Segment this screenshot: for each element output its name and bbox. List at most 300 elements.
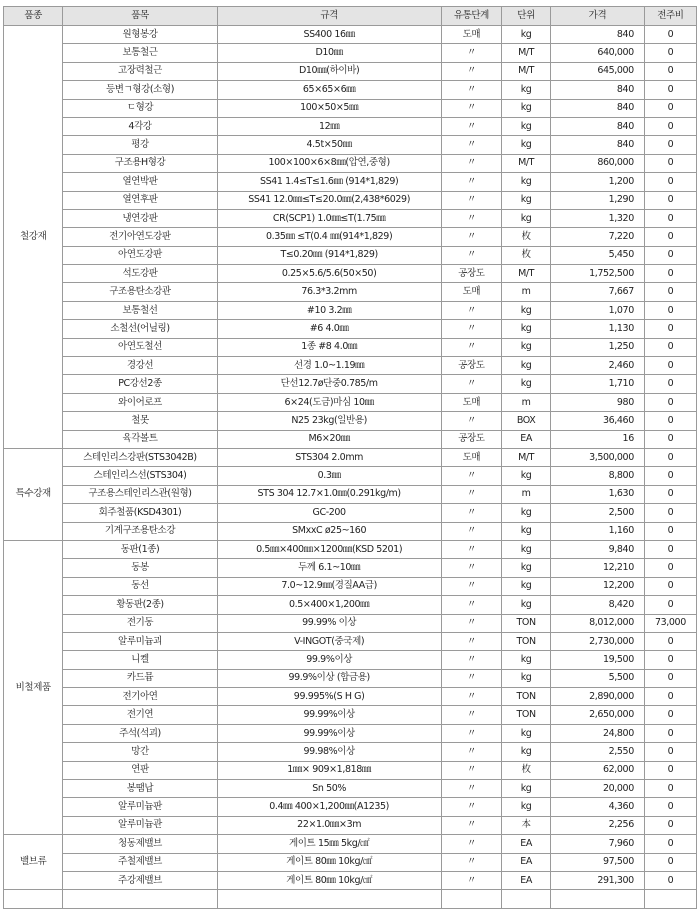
price-cell: 2,550 <box>551 743 645 761</box>
category-cell: 밸브류 <box>4 835 63 890</box>
price-table <box>3 6 697 909</box>
price-cell: 97,500 <box>551 853 645 871</box>
price-cell: 1,290 <box>551 191 645 209</box>
item-cell: 4각강 <box>63 117 217 135</box>
empty-cell <box>441 890 501 908</box>
table-row <box>4 412 697 430</box>
stage-cell: 도매 <box>441 26 501 44</box>
item-cell: 아연도철선 <box>63 338 217 356</box>
change-cell: 0 <box>644 154 696 172</box>
item-cell: 황동판(2종) <box>63 596 217 614</box>
change-cell: 0 <box>644 540 696 558</box>
change-cell: 0 <box>644 430 696 448</box>
table-row <box>4 835 697 853</box>
spec-cell: CR(SCP1) 1.0㎜≤T(1.75㎜ <box>217 209 441 227</box>
spec-cell: GC-200 <box>217 504 441 522</box>
stage-cell: 〃 <box>441 871 501 889</box>
change-cell: 0 <box>644 320 696 338</box>
change-cell: 0 <box>644 375 696 393</box>
spec-cell: 1종 #8 4.0㎜ <box>217 338 441 356</box>
unit-cell: EA <box>502 853 551 871</box>
change-cell: 0 <box>644 301 696 319</box>
stage-cell: 〃 <box>441 761 501 779</box>
table-row <box>4 430 697 448</box>
empty-cell <box>217 890 441 908</box>
price-cell: 12,200 <box>551 577 645 595</box>
stage-cell: 〃 <box>441 504 501 522</box>
stage-cell: 〃 <box>441 301 501 319</box>
table-row <box>4 706 697 724</box>
item-cell: 냉연강판 <box>63 209 217 227</box>
stage-cell: 〃 <box>441 780 501 798</box>
unit-cell: kg <box>502 173 551 191</box>
unit-cell: kg <box>502 467 551 485</box>
unit-cell: m <box>502 393 551 411</box>
spec-cell: M6×20㎜ <box>217 430 441 448</box>
table-row <box>4 798 697 816</box>
table-row <box>4 485 697 503</box>
stage-cell: 〃 <box>441 117 501 135</box>
item-cell: 석도강판 <box>63 265 217 283</box>
spec-cell: 99.995%(S H G) <box>217 688 441 706</box>
price-cell: 16 <box>551 430 645 448</box>
spec-cell: 99.98%이상 <box>217 743 441 761</box>
change-cell: 0 <box>644 577 696 595</box>
spec-cell: 단선12.7ø단중0.785/m <box>217 375 441 393</box>
spec-cell: SS41 1.4≤T≤1.6㎜ (914*1,829) <box>217 173 441 191</box>
item-cell: 구조용스테인리스관(원형) <box>63 485 217 503</box>
spec-cell: 65×65×6㎜ <box>217 81 441 99</box>
change-cell: 0 <box>644 706 696 724</box>
unit-cell: BOX <box>502 412 551 430</box>
empty-row <box>4 890 697 908</box>
table-row <box>4 504 697 522</box>
unit-cell: kg <box>502 301 551 319</box>
item-cell: 스테인리스선(STS304) <box>63 467 217 485</box>
stage-cell: 〃 <box>441 44 501 62</box>
spec-cell: 0.4㎜ 400×1,200㎜(A1235) <box>217 798 441 816</box>
stage-cell: 〃 <box>441 724 501 742</box>
spec-cell: 0.25×5.6/5.6(50×50) <box>217 265 441 283</box>
table-row <box>4 246 697 264</box>
item-cell: 아연도강판 <box>63 246 217 264</box>
unit-cell: kg <box>502 540 551 558</box>
item-cell: 경강선 <box>63 357 217 375</box>
item-cell: 알루미늄관 <box>63 816 217 834</box>
spec-cell: SS41 12.0㎜≤T≤20.0㎜(2,438*6029) <box>217 191 441 209</box>
unit-cell: kg <box>502 26 551 44</box>
empty-cell <box>4 890 63 908</box>
change-cell: 0 <box>644 228 696 246</box>
table-row <box>4 448 697 466</box>
table-row <box>4 743 697 761</box>
spec-cell: 6×24(도금)마심 10㎜ <box>217 393 441 411</box>
unit-cell: EA <box>502 835 551 853</box>
price-cell: 291,300 <box>551 871 645 889</box>
change-cell: 0 <box>644 596 696 614</box>
change-cell: 0 <box>644 467 696 485</box>
spec-cell: 99.9%이상 <box>217 651 441 669</box>
unit-cell: m <box>502 283 551 301</box>
spec-cell: 99.99%이상 <box>217 706 441 724</box>
change-cell: 0 <box>644 724 696 742</box>
stage-cell: 도매 <box>441 448 501 466</box>
unit-cell: kg <box>502 577 551 595</box>
change-cell: 0 <box>644 81 696 99</box>
spec-cell: 100×50×5㎜ <box>217 99 441 117</box>
table-row <box>4 577 697 595</box>
change-cell: 0 <box>644 761 696 779</box>
unit-cell: TON <box>502 614 551 632</box>
stage-cell: 〃 <box>441 173 501 191</box>
price-cell: 7,220 <box>551 228 645 246</box>
header-category: 품종 <box>4 7 63 26</box>
unit-cell: TON <box>502 632 551 650</box>
spec-cell: 두께 6.1~10㎜ <box>217 559 441 577</box>
unit-cell: M/T <box>502 62 551 80</box>
unit-cell: kg <box>502 357 551 375</box>
table-row <box>4 191 697 209</box>
stage-cell: 〃 <box>441 81 501 99</box>
change-cell: 0 <box>644 265 696 283</box>
table-row <box>4 338 697 356</box>
stage-cell: 〃 <box>441 743 501 761</box>
table-row <box>4 136 697 154</box>
table-row <box>4 780 697 798</box>
change-cell: 73,000 <box>644 614 696 632</box>
table-body <box>4 26 697 909</box>
spec-cell: D10㎜(하이바) <box>217 62 441 80</box>
table-row <box>4 467 697 485</box>
category-cell: 비철제품 <box>4 540 63 834</box>
price-table-container <box>3 6 697 909</box>
stage-cell: 〃 <box>441 835 501 853</box>
change-cell: 0 <box>644 798 696 816</box>
table-row <box>4 44 697 62</box>
price-cell: 860,000 <box>551 154 645 172</box>
stage-cell: 〃 <box>441 99 501 117</box>
item-cell: 보통철선 <box>63 301 217 319</box>
change-cell: 0 <box>644 393 696 411</box>
item-cell: 알루미늄괴 <box>63 632 217 650</box>
unit-cell: M/T <box>502 448 551 466</box>
table-row <box>4 632 697 650</box>
table-row <box>4 688 697 706</box>
stage-cell: 〃 <box>441 338 501 356</box>
stage-cell: 〃 <box>441 375 501 393</box>
item-cell: 소철선(어닐링) <box>63 320 217 338</box>
change-cell: 0 <box>644 209 696 227</box>
stage-cell: 도매 <box>441 283 501 301</box>
price-cell: 36,460 <box>551 412 645 430</box>
unit-cell: 枚 <box>502 761 551 779</box>
unit-cell: TON <box>502 706 551 724</box>
spec-cell: 게이트 15㎜ 5kg/㎠ <box>217 835 441 853</box>
unit-cell: TON <box>502 688 551 706</box>
price-cell: 1,070 <box>551 301 645 319</box>
item-cell: 평강 <box>63 136 217 154</box>
spec-cell: STS 304 12.7×1.0㎜(0.291kg/m) <box>217 485 441 503</box>
unit-cell: kg <box>502 559 551 577</box>
empty-cell <box>63 890 217 908</box>
price-cell: 1,130 <box>551 320 645 338</box>
header-unit: 단위 <box>502 7 551 26</box>
item-cell: 연판 <box>63 761 217 779</box>
spec-cell: V-INGOT(중국제) <box>217 632 441 650</box>
item-cell: 철못 <box>63 412 217 430</box>
header-spec: 규격 <box>217 7 441 26</box>
item-cell: 원형봉강 <box>63 26 217 44</box>
change-cell: 0 <box>644 504 696 522</box>
empty-cell <box>644 890 696 908</box>
table-row <box>4 154 697 172</box>
table-row <box>4 559 697 577</box>
stage-cell: 〃 <box>441 412 501 430</box>
spec-cell: #6 4.0㎜ <box>217 320 441 338</box>
spec-cell: 76.3*3.2mm <box>217 283 441 301</box>
empty-cell <box>502 890 551 908</box>
header-distribution-stage: 유통단계 <box>441 7 501 26</box>
stage-cell: 〃 <box>441 154 501 172</box>
price-cell: 9,840 <box>551 540 645 558</box>
change-cell: 0 <box>644 357 696 375</box>
table-row <box>4 393 697 411</box>
price-cell: 7,960 <box>551 835 645 853</box>
table-row <box>4 320 697 338</box>
unit-cell: EA <box>502 871 551 889</box>
table-row <box>4 26 697 44</box>
unit-cell: kg <box>502 651 551 669</box>
spec-cell: 1㎜× 909×1,818㎜ <box>217 761 441 779</box>
stage-cell: 〃 <box>441 559 501 577</box>
stage-cell: 〃 <box>441 228 501 246</box>
change-cell: 0 <box>644 559 696 577</box>
change-cell: 0 <box>644 688 696 706</box>
item-cell: 알루미늄판 <box>63 798 217 816</box>
price-cell: 1,250 <box>551 338 645 356</box>
spec-cell: 99.9%이상 (합금용) <box>217 669 441 687</box>
stage-cell: 〃 <box>441 798 501 816</box>
header-price: 가격 <box>551 7 645 26</box>
stage-cell: 〃 <box>441 669 501 687</box>
change-cell: 0 <box>644 44 696 62</box>
change-cell: 0 <box>644 632 696 650</box>
item-cell: 등변ㄱ형강(소형) <box>63 81 217 99</box>
item-cell: 망간 <box>63 743 217 761</box>
spec-cell: 22×1.0㎜×3m <box>217 816 441 834</box>
unit-cell: EA <box>502 430 551 448</box>
category-cell: 특수강재 <box>4 448 63 540</box>
change-cell: 0 <box>644 173 696 191</box>
stage-cell: 〃 <box>441 540 501 558</box>
item-cell: 구조용H형강 <box>63 154 217 172</box>
unit-cell: kg <box>502 743 551 761</box>
unit-cell: kg <box>502 669 551 687</box>
unit-cell: 枚 <box>502 228 551 246</box>
price-cell: 2,730,000 <box>551 632 645 650</box>
stage-cell: 〃 <box>441 320 501 338</box>
change-cell: 0 <box>644 62 696 80</box>
price-cell: 4,360 <box>551 798 645 816</box>
spec-cell: Sn 50% <box>217 780 441 798</box>
stage-cell: 〃 <box>441 209 501 227</box>
price-cell: 2,890,000 <box>551 688 645 706</box>
table-row <box>4 651 697 669</box>
empty-cell <box>551 890 645 908</box>
stage-cell: 〃 <box>441 632 501 650</box>
spec-cell: SMxxC ø25~160 <box>217 522 441 540</box>
category-cell: 철강재 <box>4 26 63 449</box>
table-row <box>4 614 697 632</box>
price-cell: 840 <box>551 26 645 44</box>
stage-cell: 〃 <box>441 467 501 485</box>
stage-cell: 〃 <box>441 577 501 595</box>
table-row <box>4 853 697 871</box>
change-cell: 0 <box>644 522 696 540</box>
unit-cell: M/T <box>502 265 551 283</box>
item-cell: 주철제밸브 <box>63 853 217 871</box>
price-cell: 840 <box>551 117 645 135</box>
change-cell: 0 <box>644 412 696 430</box>
table-row <box>4 81 697 99</box>
table-row <box>4 375 697 393</box>
header-week-change: 전주비 <box>644 7 696 26</box>
table-row <box>4 301 697 319</box>
price-cell: 7,667 <box>551 283 645 301</box>
table-row <box>4 522 697 540</box>
stage-cell: 〃 <box>441 136 501 154</box>
change-cell: 0 <box>644 871 696 889</box>
price-cell: 2,650,000 <box>551 706 645 724</box>
unit-cell: M/T <box>502 154 551 172</box>
table-row <box>4 283 697 301</box>
stage-cell: 공장도 <box>441 430 501 448</box>
item-cell: 동선 <box>63 577 217 595</box>
table-row <box>4 596 697 614</box>
item-cell: 고장력철근 <box>63 62 217 80</box>
price-cell: 12,210 <box>551 559 645 577</box>
unit-cell: kg <box>502 780 551 798</box>
table-row <box>4 173 697 191</box>
unit-cell: kg <box>502 798 551 816</box>
spec-cell: 4.5t×50㎜ <box>217 136 441 154</box>
change-cell: 0 <box>644 191 696 209</box>
item-cell: 동판(1종) <box>63 540 217 558</box>
table-row <box>4 669 697 687</box>
price-cell: 980 <box>551 393 645 411</box>
unit-cell: kg <box>502 136 551 154</box>
spec-cell: 99.99%이상 <box>217 724 441 742</box>
change-cell: 0 <box>644 835 696 853</box>
unit-cell: kg <box>502 596 551 614</box>
unit-cell: kg <box>502 375 551 393</box>
item-cell: 와이어로프 <box>63 393 217 411</box>
table-row <box>4 871 697 889</box>
table-row <box>4 816 697 834</box>
change-cell: 0 <box>644 338 696 356</box>
item-cell: 회주철품(KSD4301) <box>63 504 217 522</box>
price-cell: 840 <box>551 136 645 154</box>
price-cell: 1,710 <box>551 375 645 393</box>
item-cell: PC강선2종 <box>63 375 217 393</box>
spec-cell: 0.5㎜×400㎜×1200㎜(KSD 5201) <box>217 540 441 558</box>
change-cell: 0 <box>644 136 696 154</box>
price-cell: 2,500 <box>551 504 645 522</box>
unit-cell: m <box>502 485 551 503</box>
change-cell: 0 <box>644 26 696 44</box>
price-cell: 840 <box>551 99 645 117</box>
table-row <box>4 228 697 246</box>
item-cell: 주석(석괴) <box>63 724 217 742</box>
price-cell: 3,500,000 <box>551 448 645 466</box>
stage-cell: 공장도 <box>441 265 501 283</box>
change-cell: 0 <box>644 853 696 871</box>
table-row <box>4 540 697 558</box>
table-row <box>4 62 697 80</box>
item-cell: 카드뮴 <box>63 669 217 687</box>
item-cell: 육각볼트 <box>63 430 217 448</box>
price-cell: 5,500 <box>551 669 645 687</box>
price-cell: 2,460 <box>551 357 645 375</box>
price-cell: 640,000 <box>551 44 645 62</box>
stage-cell: 〃 <box>441 485 501 503</box>
spec-cell: 게이트 80㎜ 10kg/㎠ <box>217 853 441 871</box>
stage-cell: 도매 <box>441 393 501 411</box>
table-row <box>4 724 697 742</box>
change-cell: 0 <box>644 117 696 135</box>
price-cell: 20,000 <box>551 780 645 798</box>
price-cell: 19,500 <box>551 651 645 669</box>
spec-cell: N25 23kg(일반용) <box>217 412 441 430</box>
stage-cell: 공장도 <box>441 357 501 375</box>
price-cell: 62,000 <box>551 761 645 779</box>
unit-cell: kg <box>502 504 551 522</box>
table-row <box>4 117 697 135</box>
spec-cell: 0.35㎜ ≤T(0.4 ㎜(914*1,829) <box>217 228 441 246</box>
item-cell: 구조용탄소강관 <box>63 283 217 301</box>
change-cell: 0 <box>644 448 696 466</box>
change-cell: 0 <box>644 283 696 301</box>
table-row <box>4 265 697 283</box>
item-cell: 동봉 <box>63 559 217 577</box>
unit-cell: kg <box>502 338 551 356</box>
price-cell: 645,000 <box>551 62 645 80</box>
stage-cell: 〃 <box>441 614 501 632</box>
item-cell: 보통철근 <box>63 44 217 62</box>
unit-cell: kg <box>502 209 551 227</box>
item-cell: 전기동 <box>63 614 217 632</box>
item-cell: 니켈 <box>63 651 217 669</box>
stage-cell: 〃 <box>441 191 501 209</box>
item-cell: 열연박판 <box>63 173 217 191</box>
unit-cell: kg <box>502 522 551 540</box>
price-cell: 840 <box>551 81 645 99</box>
change-cell: 0 <box>644 485 696 503</box>
spec-cell: SS400 16㎜ <box>217 26 441 44</box>
item-cell: 스테인리스강판(STS3042B) <box>63 448 217 466</box>
item-cell: 전기아연 <box>63 688 217 706</box>
stage-cell: 〃 <box>441 688 501 706</box>
stage-cell: 〃 <box>441 246 501 264</box>
item-cell: ㄷ형강 <box>63 99 217 117</box>
price-cell: 2,256 <box>551 816 645 834</box>
stage-cell: 〃 <box>441 816 501 834</box>
unit-cell: kg <box>502 320 551 338</box>
spec-cell: #10 3.2㎜ <box>217 301 441 319</box>
unit-cell: 本 <box>502 816 551 834</box>
item-cell: 기계구조용탄소강 <box>63 522 217 540</box>
spec-cell: 게이트 80㎜ 10kg/㎠ <box>217 871 441 889</box>
